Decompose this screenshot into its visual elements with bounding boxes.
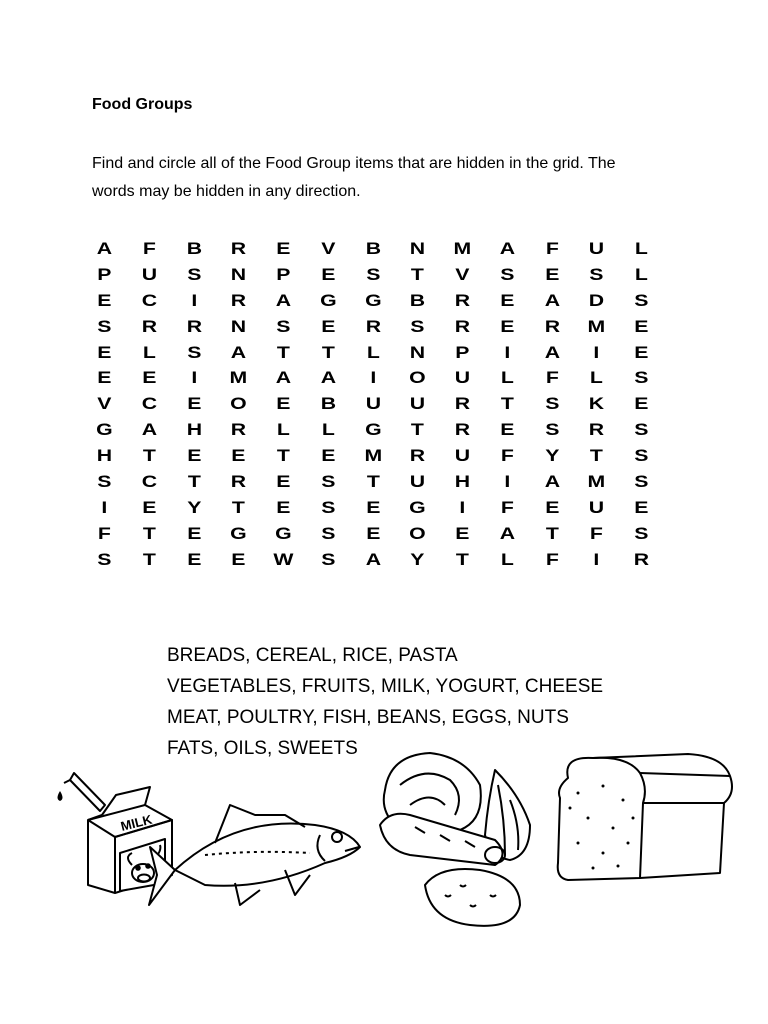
page-title: Food Groups — [92, 96, 193, 113]
grid-letter[interactable]: F — [142, 239, 156, 258]
grid-letter[interactable]: R — [454, 420, 471, 440]
word-list-line: MEAT, POULTRY, FISH, BEANS, EGGS, NUTS — [167, 707, 569, 728]
grid-letter[interactable]: G — [319, 290, 337, 310]
grid-letter[interactable]: S — [634, 446, 649, 466]
grid-letter[interactable]: R — [186, 316, 202, 336]
grid-letter[interactable]: I — [593, 342, 600, 362]
word-search-grid — [82, 236, 664, 573]
grid-letter[interactable]: R — [633, 549, 650, 569]
grid-letter[interactable]: E — [634, 497, 649, 517]
grid-letter[interactable]: R — [365, 316, 381, 336]
grid-letter[interactable]: M — [229, 368, 248, 388]
grid-letter[interactable]: P — [276, 264, 291, 284]
grid-letter[interactable]: N — [230, 264, 247, 284]
grid-letter[interactable]: T — [590, 446, 604, 466]
grid-letter[interactable]: T — [232, 497, 246, 517]
grid-letter[interactable]: E — [97, 290, 112, 310]
grid-letter[interactable]: S — [365, 264, 381, 284]
grid-letter[interactable]: B — [410, 290, 426, 310]
grid-letter[interactable]: C — [141, 472, 157, 492]
grid-letter[interactable]: U — [454, 368, 471, 388]
grid-letter[interactable]: A — [96, 239, 113, 258]
grid-letter[interactable]: F — [545, 239, 559, 258]
grid-letter[interactable]: E — [97, 368, 112, 388]
grid-letter[interactable]: U — [589, 497, 605, 517]
grid-letter[interactable]: U — [410, 394, 426, 414]
grid-letter[interactable]: T — [411, 264, 425, 284]
grid-letter[interactable]: E — [500, 316, 515, 336]
grid-letter[interactable]: E — [276, 472, 291, 492]
grid-letter[interactable]: B — [186, 239, 202, 258]
grid-letter[interactable]: S — [321, 472, 336, 492]
grid-letter[interactable]: L — [500, 549, 514, 569]
grid-letter[interactable]: A — [544, 290, 560, 310]
grid-letter[interactable]: E — [544, 497, 560, 517]
grid-letter[interactable]: S — [276, 316, 291, 336]
grid-letter[interactable]: W — [273, 549, 294, 569]
grid-letter[interactable]: V — [321, 239, 336, 258]
grid-letter[interactable]: A — [141, 420, 157, 440]
grid-letter[interactable]: T — [276, 446, 290, 466]
grid-letter[interactable]: E — [186, 549, 201, 569]
grid-letter[interactable]: E — [186, 446, 201, 466]
grid-letter[interactable]: R — [230, 472, 247, 492]
grid-letter[interactable]: U — [454, 446, 471, 466]
grid-letter[interactable]: T — [142, 446, 156, 466]
grid-letter[interactable]: E — [634, 394, 649, 414]
grid-letter[interactable]: A — [230, 342, 247, 362]
grid-letter[interactable]: T — [142, 523, 156, 543]
grid-letter[interactable]: M — [587, 472, 606, 492]
grid-letter[interactable]: A — [544, 472, 560, 492]
grid-letter[interactable]: R — [230, 239, 247, 258]
grid-letter[interactable]: L — [590, 368, 604, 388]
grid-letter[interactable]: O — [230, 394, 247, 414]
vegetables-illustration — [370, 745, 555, 935]
grid-letter[interactable]: E — [321, 264, 336, 284]
grid-letter[interactable]: G — [364, 420, 382, 440]
grid-letter[interactable]: K — [589, 394, 605, 414]
grid-letter[interactable]: N — [410, 342, 426, 362]
grid-letter[interactable]: E — [500, 420, 515, 440]
grid-letter[interactable]: S — [500, 264, 515, 284]
instructions-text: Find and circle all of the Food Group items that are hidden in the grid. The words may be hidden in any direction. — [92, 155, 616, 200]
grid-letter[interactable]: E — [276, 239, 291, 258]
grid-letter[interactable]: S — [544, 420, 560, 440]
grid-letter[interactable]: C — [141, 290, 157, 310]
grid-letter[interactable]: L — [366, 342, 380, 362]
grid-letter[interactable]: T — [500, 394, 514, 414]
grid-letter[interactable]: E — [186, 523, 201, 543]
grid-letter[interactable]: I — [504, 472, 511, 492]
grid-letter[interactable]: A — [275, 368, 292, 388]
grid-letter[interactable]: B — [320, 394, 336, 414]
grid-letter[interactable]: A — [544, 342, 560, 362]
grid-letter[interactable]: O — [409, 523, 427, 543]
grid-letter[interactable]: F — [500, 446, 514, 466]
grid-letter[interactable]: T — [187, 472, 201, 492]
grid-letter[interactable]: S — [186, 342, 201, 362]
grid-letter[interactable]: E — [365, 523, 381, 543]
grid-letter[interactable]: I — [370, 368, 376, 388]
grid-letter[interactable]: S — [321, 497, 336, 517]
grid-letter[interactable]: A — [499, 239, 515, 258]
grid-letter[interactable]: E — [634, 342, 649, 362]
grid-letter[interactable]: E — [544, 264, 560, 284]
word-list-line: VEGETABLES, FRUITS, MILK, YOGURT, CHEESE — [167, 676, 604, 697]
grid-letter[interactable]: L — [321, 420, 335, 440]
grid-letter[interactable]: G — [409, 497, 427, 517]
grid-letter[interactable]: O — [409, 368, 427, 388]
grid-letter[interactable]: R — [544, 316, 560, 336]
grid-letter[interactable]: S — [97, 472, 112, 492]
grid-letter[interactable]: L — [500, 368, 514, 388]
grid-letter[interactable]: N — [230, 316, 247, 336]
grid-letter[interactable]: M — [453, 239, 472, 258]
grid-letter[interactable]: L — [635, 264, 649, 284]
grid-letter[interactable]: T — [411, 420, 425, 440]
grid-letter[interactable]: R — [454, 394, 471, 414]
grid-letter[interactable]: P — [97, 264, 112, 284]
grid-letter[interactable]: F — [97, 523, 111, 543]
grid-letter[interactable]: E — [142, 368, 157, 388]
grid-letter[interactable]: U — [141, 264, 157, 284]
milk-label: MILK — [119, 811, 154, 834]
grid-letter[interactable]: I — [593, 549, 600, 569]
grid-letter[interactable]: S — [321, 523, 336, 543]
grid-letter[interactable]: S — [634, 523, 649, 543]
grid-letter[interactable]: E — [321, 446, 336, 466]
grid-letter[interactable]: T — [142, 549, 156, 569]
grid-letter[interactable]: M — [364, 446, 382, 466]
grid-letter[interactable]: T — [545, 523, 559, 543]
grid-letter[interactable]: E — [186, 394, 201, 414]
grid-letter[interactable]: F — [500, 497, 514, 517]
grid-letter[interactable]: S — [589, 264, 604, 284]
grid-letter[interactable]: I — [504, 342, 511, 362]
grid-letter[interactable]: S — [634, 290, 649, 310]
grid-letter[interactable]: S — [634, 420, 649, 440]
fish-illustration — [145, 795, 370, 935]
grid-letter[interactable]: Y — [544, 446, 560, 466]
grid-letter[interactable]: H — [96, 446, 113, 466]
grid-letter[interactable]: R — [410, 446, 426, 466]
grid-letter[interactable]: S — [97, 549, 112, 569]
grid-letter[interactable]: T — [321, 342, 335, 362]
grid-letter[interactable]: U — [410, 472, 426, 492]
grid-letter[interactable]: Y — [186, 497, 201, 517]
grid-letter[interactable]: Y — [410, 549, 425, 569]
grid-letter[interactable]: G — [96, 420, 113, 440]
grid-letter[interactable]: C — [141, 394, 157, 414]
grid-letter[interactable]: V — [97, 394, 112, 414]
grid-letter[interactable]: F — [590, 523, 604, 543]
grid-letter[interactable]: E — [634, 316, 649, 336]
grid-letter[interactable]: S — [544, 394, 560, 414]
grid-letter[interactable]: D — [589, 290, 605, 310]
grid-letter[interactable]: R — [589, 420, 605, 440]
word-list-line: FATS, OILS, SWEETS — [167, 738, 358, 759]
grid-letter[interactable]: R — [230, 290, 247, 310]
grid-letter[interactable]: S — [321, 549, 336, 569]
grid-letter[interactable]: U — [589, 239, 605, 258]
grid-letter[interactable]: T — [276, 342, 290, 362]
grid-letter[interactable]: A — [365, 549, 381, 569]
grid-letter[interactable]: P — [455, 342, 470, 362]
grid-letter[interactable]: G — [364, 290, 382, 310]
grid-letter[interactable]: F — [545, 368, 559, 388]
grid-letter[interactable]: V — [455, 264, 470, 284]
grid-letter[interactable]: R — [454, 290, 471, 310]
grid-letter[interactable]: G — [275, 523, 292, 543]
grid-letter[interactable]: S — [410, 316, 425, 336]
grid-letter[interactable]: R — [454, 316, 471, 336]
grid-letter[interactable]: L — [276, 420, 290, 440]
grid-letter[interactable]: I — [190, 290, 197, 310]
bread-loaf-illustration — [548, 748, 740, 888]
grid-letter[interactable]: I — [101, 497, 108, 517]
grid-letter[interactable]: L — [635, 239, 649, 258]
grid-letter[interactable]: B — [365, 239, 381, 258]
grid-letter[interactable]: R — [230, 420, 247, 440]
grid-letter[interactable]: E — [500, 290, 515, 310]
grid-letter[interactable]: I — [459, 497, 466, 517]
grid-letter[interactable]: E — [276, 497, 291, 517]
grid-letter[interactable]: L — [142, 342, 156, 362]
grid-letter[interactable]: E — [455, 523, 470, 543]
grid-letter[interactable]: E — [142, 497, 157, 517]
grid-letter[interactable]: E — [97, 342, 112, 362]
grid-letter[interactable]: U — [365, 394, 381, 414]
grid-letter[interactable]: E — [276, 394, 291, 414]
grid-letter[interactable]: T — [366, 472, 380, 492]
grid-letter[interactable]: G — [230, 523, 247, 543]
word-list-line: BREADS, CEREAL, RICE, PASTA — [167, 645, 458, 666]
grid-letter[interactable]: A — [499, 523, 515, 543]
grid-letter[interactable]: F — [545, 549, 559, 569]
grid-letter[interactable]: E — [231, 446, 246, 466]
grid-letter[interactable]: E — [231, 549, 246, 569]
grid-letter[interactable]: S — [97, 316, 112, 336]
grid-letter[interactable]: S — [186, 264, 201, 284]
grid-letter[interactable]: S — [634, 368, 649, 388]
grid-letter[interactable]: A — [320, 368, 336, 388]
grid-letter[interactable]: E — [321, 316, 336, 336]
grid-letter[interactable]: H — [454, 472, 471, 492]
grid-letter[interactable]: R — [141, 316, 157, 336]
grid-letter[interactable]: E — [365, 497, 381, 517]
grid-letter[interactable]: S — [634, 472, 649, 492]
grid-letter[interactable]: N — [410, 239, 426, 258]
grid-letter[interactable]: M — [587, 316, 606, 336]
grid-letter[interactable]: I — [190, 368, 197, 388]
grid-letter[interactable]: A — [275, 290, 292, 310]
grid-letter[interactable]: T — [456, 549, 470, 569]
grid-letter[interactable]: H — [186, 420, 202, 440]
